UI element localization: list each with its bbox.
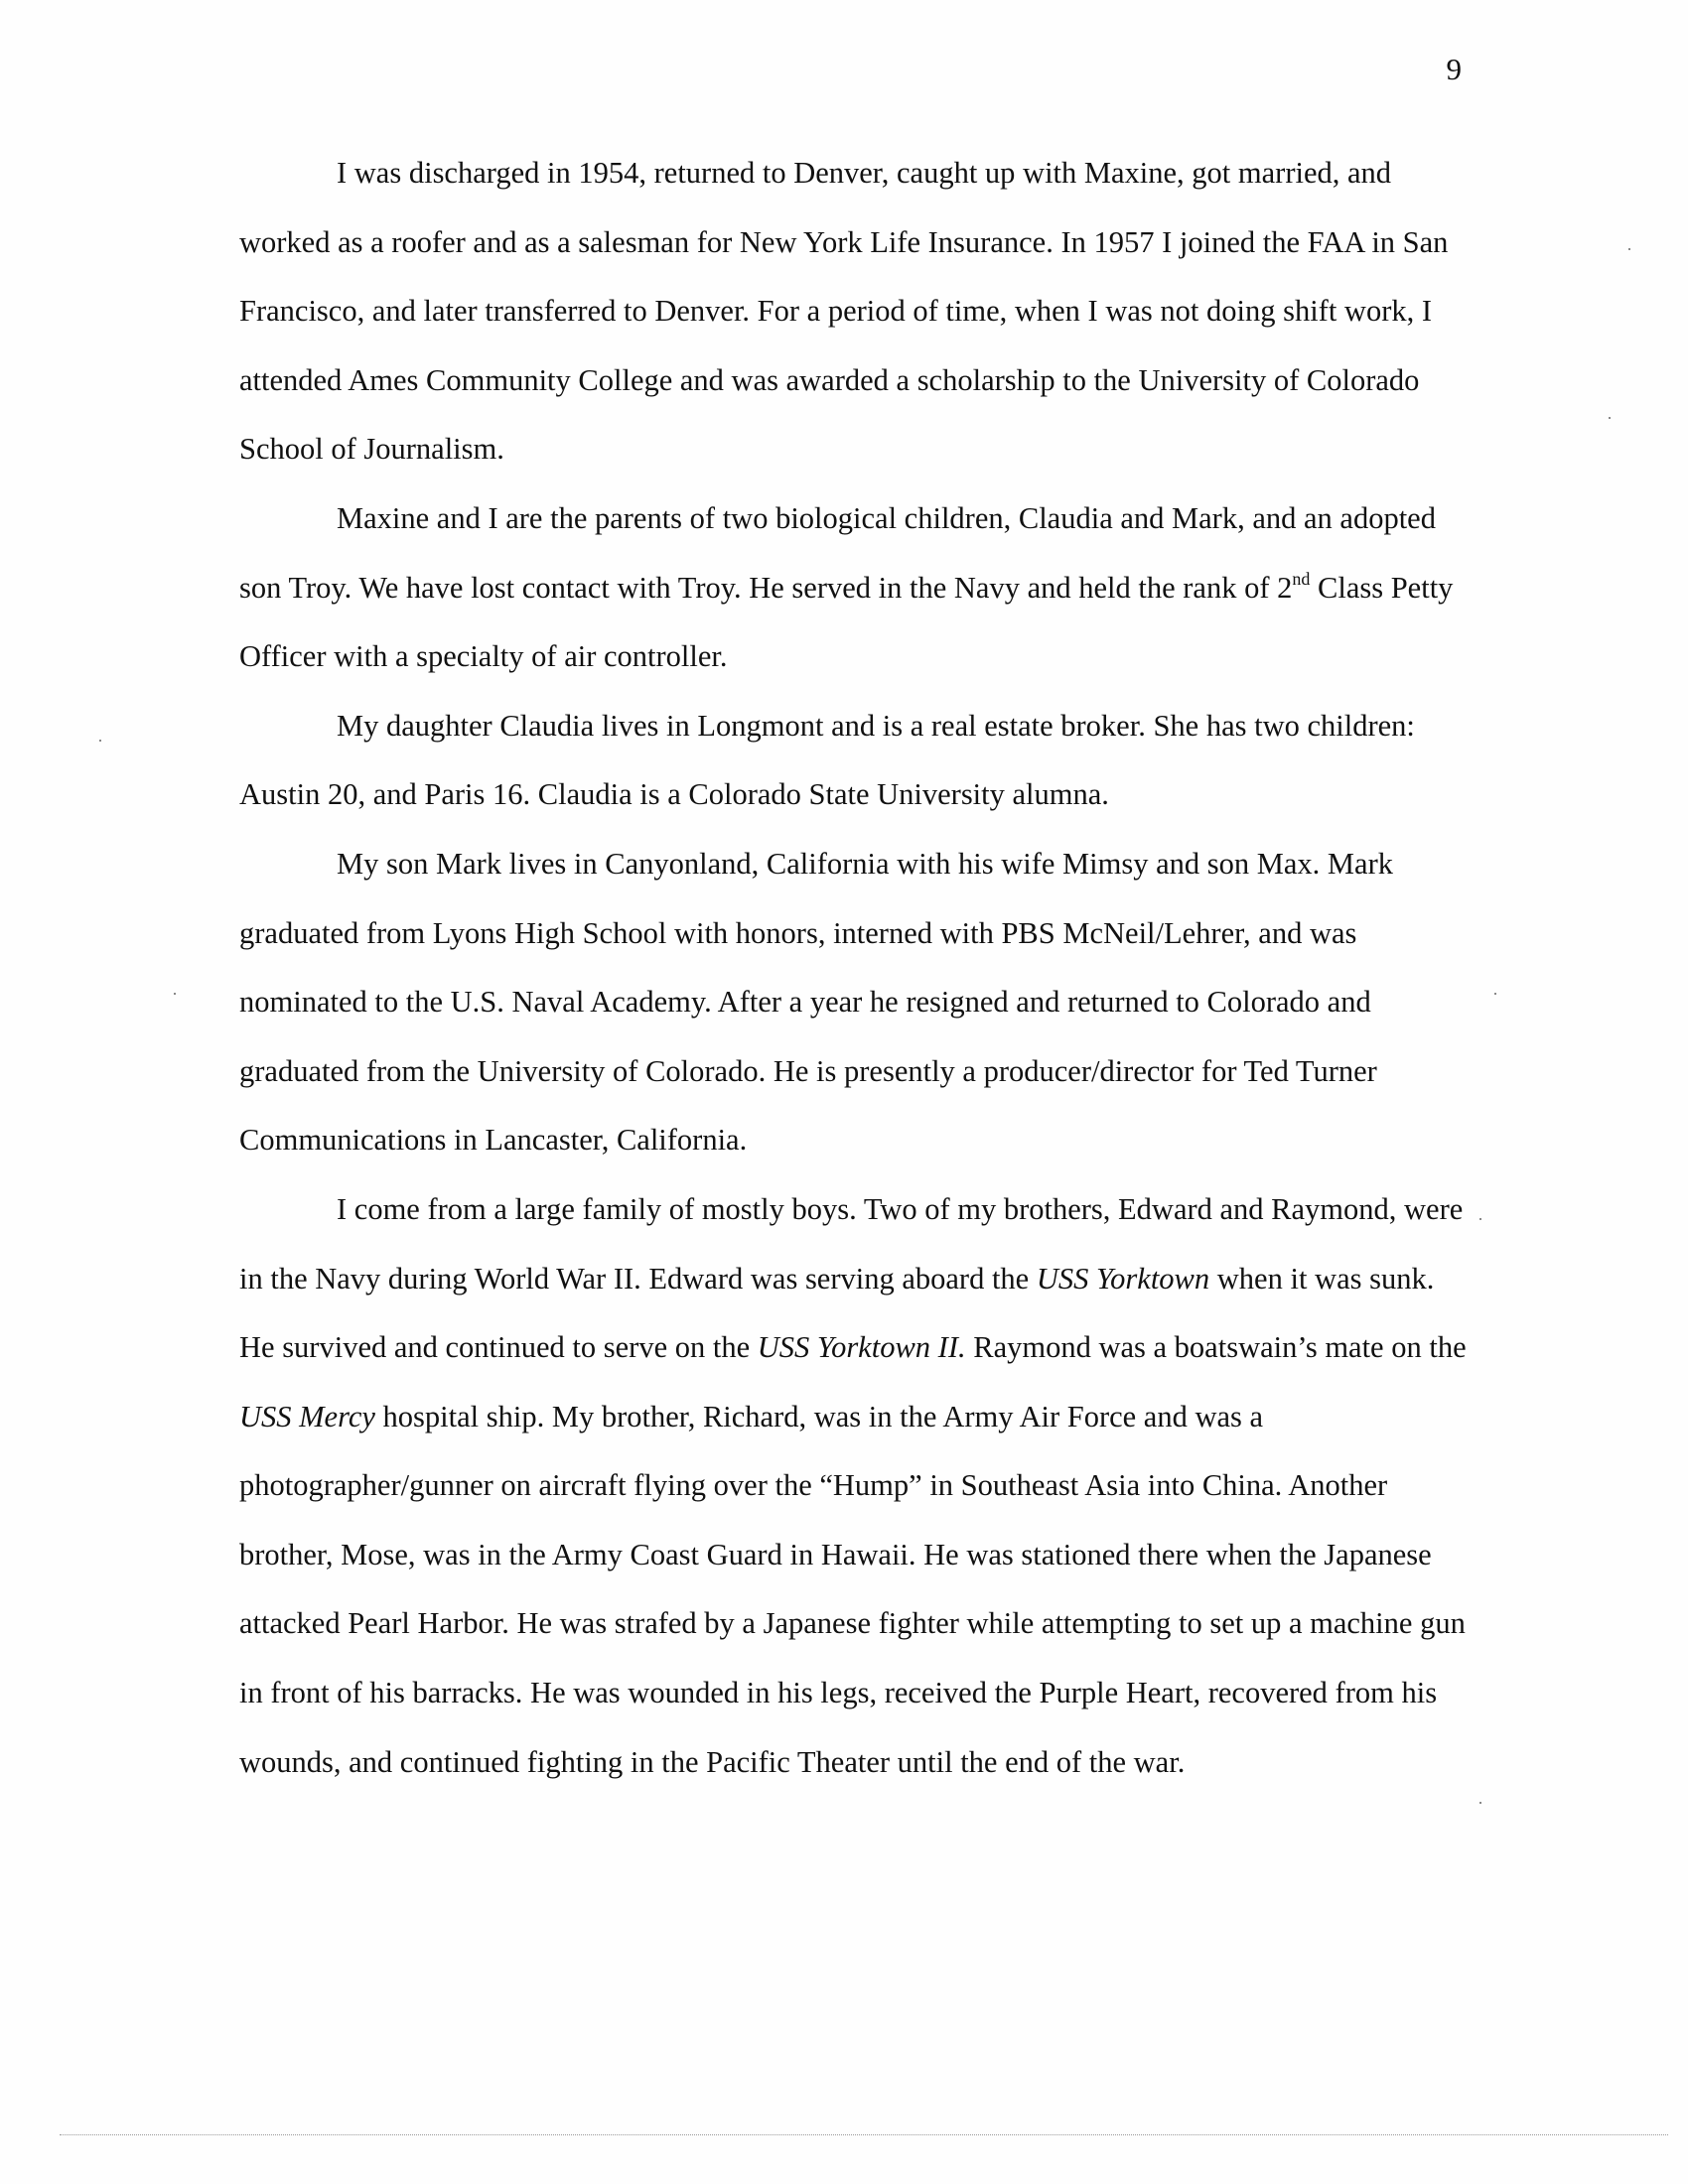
- text-line: I come from a large family of mostly boys. Two of my brothers, Edward and Raymond, were: [337, 1191, 1464, 1226]
- text-line: I was discharged in 1954, returned to Denver, caught up with Maxine, got married, and: [337, 156, 1392, 190]
- scan-speck: [99, 740, 101, 742]
- text-line: in front of his barracks. He was wounded in his legs, received the Purple Heart, recovered from his: [239, 1676, 1438, 1710]
- text-line: worked as a roofer and as a salesman for New York Life Insurance. In 1957 I joined the FAA in San: [239, 224, 1449, 259]
- paragraph-discharge-career: [239, 139, 1463, 484]
- text-line: attacked Pearl Harbor. He was strafed by a Japanese fighter while attempting to set up a machine gun: [239, 1606, 1466, 1641]
- scan-speck: [1609, 417, 1611, 419]
- text-line: graduated from Lyons High School with honors, interned with PBS McNeil/Lehrer, and was: [239, 915, 1357, 950]
- text-line: graduated from the University of Colorado. He is presently a producer/director for Ted Turner: [239, 1053, 1377, 1088]
- text-line: photographer/gunner on aircraft flying over the “Hump” in Southeast Asia into China. Another: [239, 1468, 1388, 1503]
- ship-name: USS Yorktown II.: [757, 1330, 966, 1365]
- text-line: My son Mark lives in Canyonland, California with his wife Mimsy and son Max. Mark: [337, 846, 1394, 881]
- text-line: Francisco, and later transferred to Denver. For a period of time, when I was not doing shift work, I: [239, 294, 1433, 329]
- paragraph-daughter-claudia: [239, 692, 1463, 830]
- text-line: USS Mercy hospital ship. My brother, Richard, was in the Army Air Force and was a: [239, 1399, 1264, 1433]
- ship-name: USS Mercy: [239, 1399, 375, 1433]
- scan-speck: [1479, 1218, 1481, 1220]
- paragraph-brothers: [239, 1175, 1467, 1797]
- scan-speck: [174, 993, 176, 995]
- text-line: brother, Mose, was in the Army Coast Guard in Hawaii. He was stationed there when the Japanese: [239, 1537, 1432, 1571]
- scan-speck: [1479, 1802, 1481, 1804]
- text-line: in the Navy during World War II. Edward was serving aboard the USS Yorktown when it was sunk.: [239, 1261, 1435, 1296]
- text-line: Maxine and I are the parents of two biological children, Claudia and Mark, and an adopted: [337, 500, 1436, 535]
- scan-artifact-dotted-rule: [60, 2134, 1668, 2135]
- text-line: son Troy. We have lost contact with Troy. He served in the Navy and held the rank of 2nd Class Petty: [239, 568, 1454, 605]
- ship-name: USS Yorktown: [1036, 1261, 1210, 1296]
- text-line: attended Ames Community College and was awarded a scholarship to the University of Colorado: [239, 362, 1420, 397]
- text-line: Officer with a specialty of air controller.: [239, 639, 728, 674]
- text-line: nominated to the U.S. Naval Academy. After a year he resigned and returned to Colorado and: [239, 985, 1371, 1020]
- text-line: School of Journalism.: [239, 432, 504, 467]
- text-line: Communications in Lancaster, California.: [239, 1123, 748, 1158]
- body-text: [239, 139, 1467, 1797]
- text-line: Austin 20, and Paris 16. Claudia is a Colorado State University alumna.: [239, 777, 1109, 812]
- scan-speck: [1494, 993, 1496, 995]
- text-line: My daughter Claudia lives in Longmont and is a real estate broker. She has two children:: [337, 708, 1415, 743]
- paragraph-son-mark: [239, 830, 1463, 1175]
- page-number: 9: [1446, 52, 1462, 86]
- text-line: He survived and continued to serve on the USS Yorktown II. Raymond was a boatswain’s mate on the: [239, 1330, 1467, 1365]
- ordinal-superscript: nd: [1292, 568, 1311, 589]
- scan-speck: [1628, 248, 1630, 250]
- text-line: wounds, and continued fighting in the Pacific Theater until the end of the war.: [239, 1744, 1186, 1779]
- paragraph-children: [239, 484, 1463, 692]
